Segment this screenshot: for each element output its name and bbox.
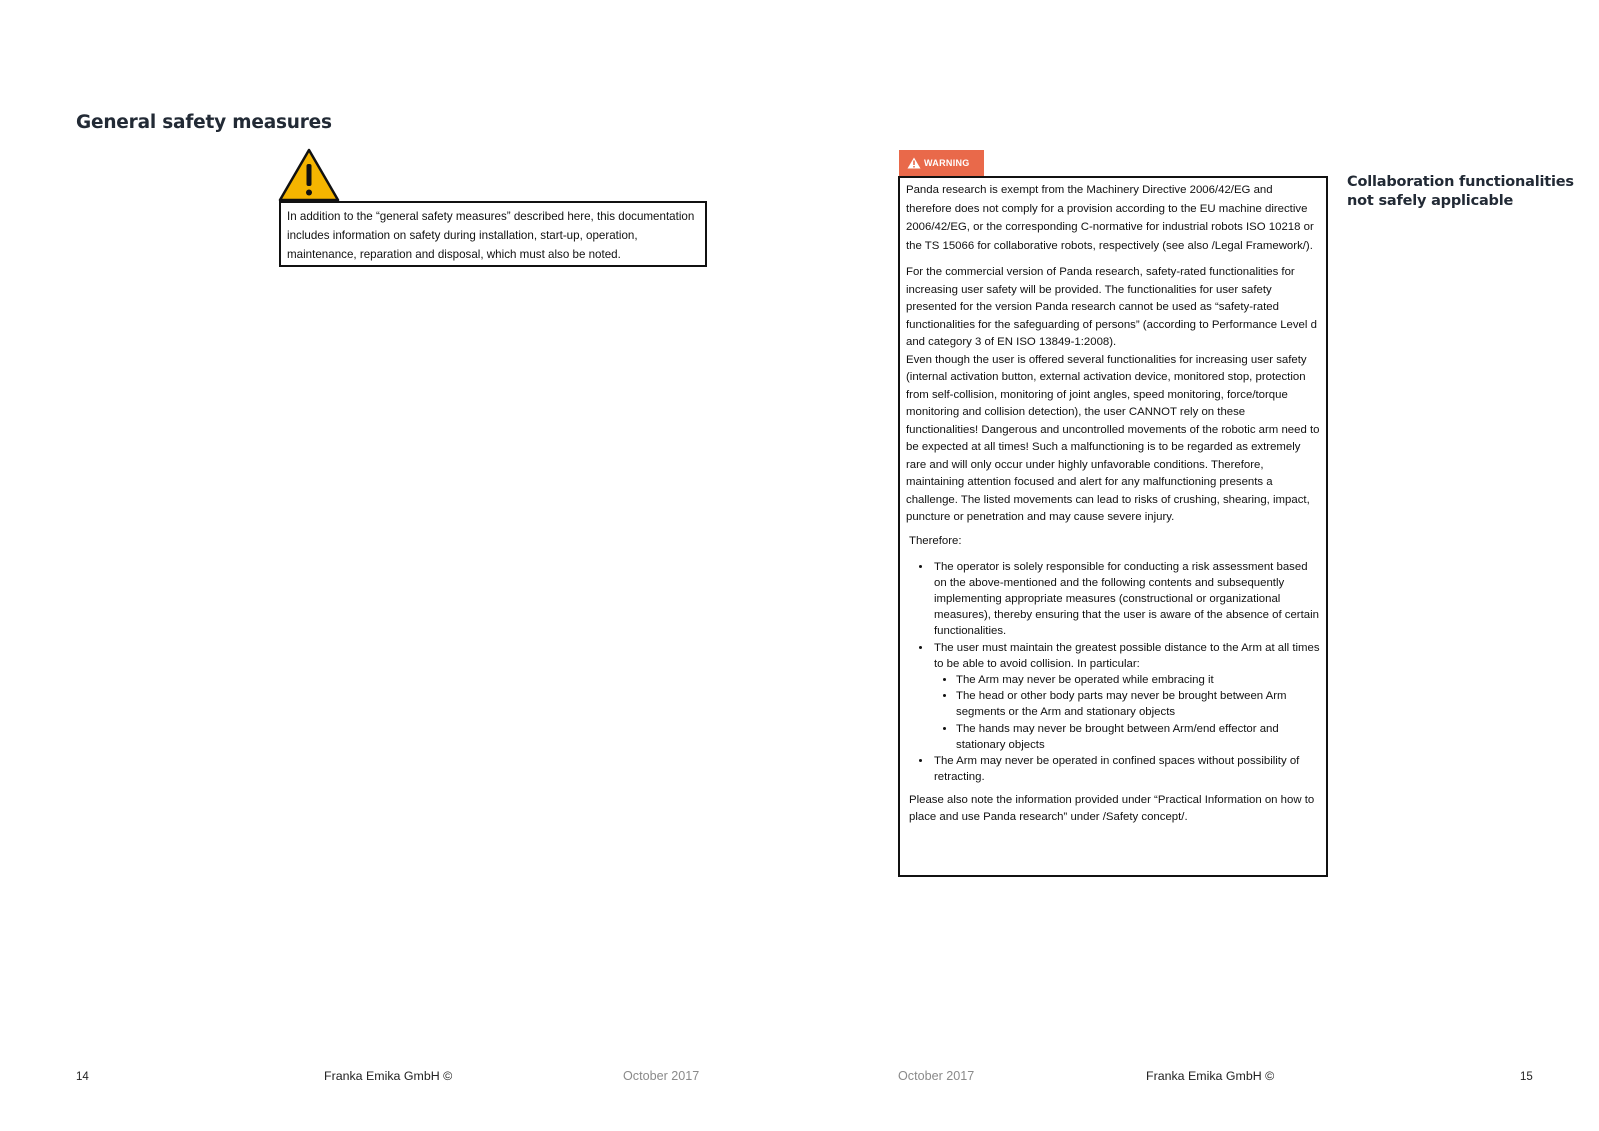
footer-company-right: Franka Emika GmbH © (1146, 1069, 1275, 1083)
footer-date-right: October 2017 (898, 1069, 975, 1083)
footer-date-left: October 2017 (623, 1069, 700, 1083)
list-item: • The operator is solely responsible for conducting a risk assessment based on the above-mentioned and the following contents and subsequently implementing appropriate measures (constructional or organizational measures), thereby ensuring that the user is aware of the absence of certain functionalities. (932, 559, 1320, 640)
caution-text: In addition to the “general safety measures” described here, this documentation includes information on safety during installation, start-up, operation, maintenance, reparation and disposal, which must also be noted. (287, 210, 695, 261)
list-item-text: The user must maintain the greatest possible distance to the Arm at all times to be able to avoid collision. In particular: (934, 641, 1320, 670)
warning-paragraph-1: Panda research is exempt from the Machinery Directive 2006/42/EG and therefore does not comply for a provision according to the EU machine directive 2006/42/EG, or the corresponding C-normative for industrial robots ISO 10218 or the TS 15066 for collaborative robots, respectively (see also /Legal Framework/). (906, 184, 1314, 252)
warning-sign-icon (907, 157, 921, 169)
warning-paragraph-3: Even though the user is offered several functionalities for increasing user safety (internal activation button, external activation device, monitored stop, protection from self-collision, monitoring of joint angles, speed monitoring, force/torque monitoring and collision detection), the user CANNOT rely on these functionalities! Dangerous and uncontrolled movements of the robotic arm need to be expected at all times! Such a malfunctioning is to be regarded as extremely rare and will only occur under highly unfavorable conditions. Therefore, maintaining attention focused and alert for any malfunctioning presents a challenge. The listed movements can lead to risks of crushing, shearing, impact, puncture or penetration and may cause severe injury. (906, 353, 1320, 523)
page-title: General safety measures (76, 112, 332, 133)
list-item (932, 640, 1320, 753)
side-heading: Collaboration functionalities not safely applicable (1347, 174, 1574, 209)
sub-list (934, 672, 1320, 753)
warning-final-note: Please also note the information provided under “Practical Information on how to place and use Panda research” under /Safety concept/. (909, 794, 1315, 823)
footer-company-left: Franka Emika GmbH © (324, 1069, 453, 1083)
warning-box (898, 176, 1328, 877)
sub-list-item: • The hands may never be brought between Arm/end effector and stationary objects (956, 721, 1320, 753)
page-number-left: 14 (76, 1071, 89, 1083)
warning-triangle-icon (278, 148, 340, 202)
list-item: • The Arm may never be operated in confined spaces without possibility of retracting. (932, 753, 1320, 785)
warning-label (899, 150, 984, 176)
therefore-label: Therefore: (909, 534, 962, 547)
sub-list-item: • The Arm may never be operated while embracing it (956, 672, 1320, 688)
page-number-right: 15 (1520, 1071, 1533, 1083)
caution-note (279, 201, 707, 267)
warning-paragraph-2: For the commercial version of Panda research, safety-rated functionalities for increasing user safety will be provided. The functionalities for user safety presented for the version Panda research cannot be used as “safety-rated functionalities for the safeguarding of persons” (according to Performance Level d and category 3 of EN ISO 13849-1:2008). (906, 266, 1317, 348)
sub-list-item: • The head or other body parts may never be brought between Arm segments or the Arm and stationary objects (956, 688, 1320, 720)
measures-list (906, 559, 1320, 786)
warning-label-text: WARNING (924, 158, 970, 168)
